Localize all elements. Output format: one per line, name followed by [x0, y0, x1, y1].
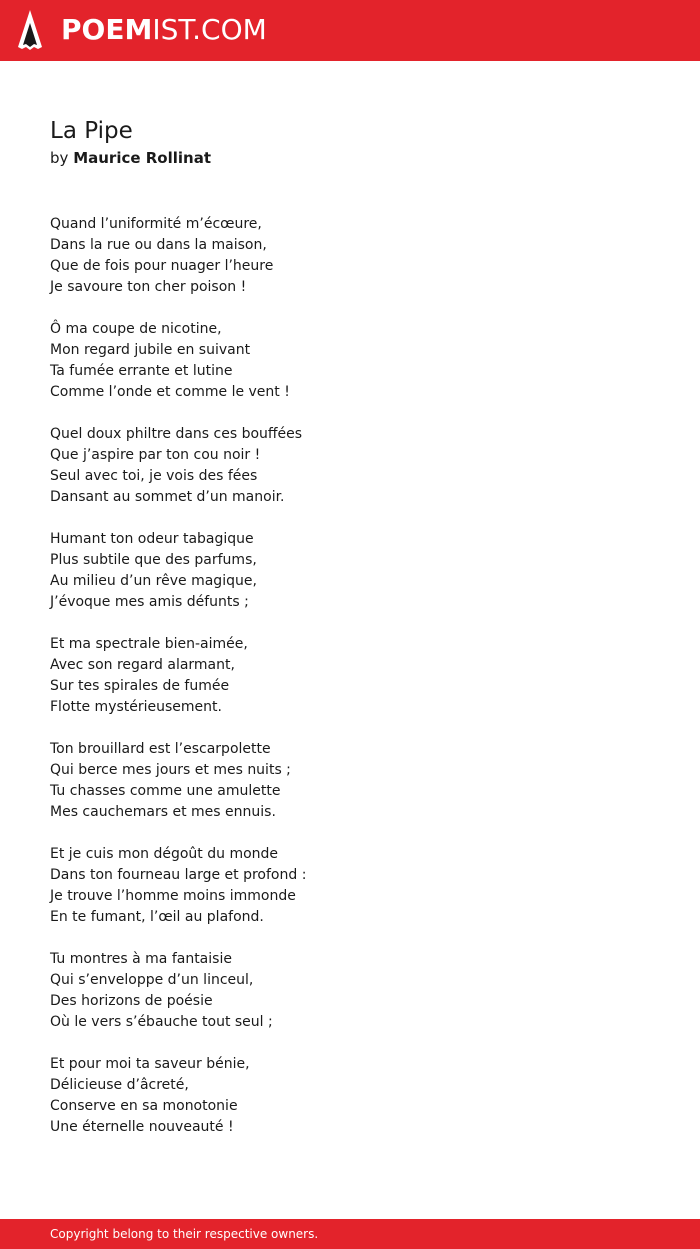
poem-line: Humant ton odeur tabagique	[50, 531, 254, 547]
copyright-notice: Copyright belong to their respective owners.	[50, 1227, 319, 1241]
poem-line: Mes cauchemars et mes ennuis.	[50, 804, 276, 820]
poem-line: Ta fumée errante et lutine	[50, 363, 233, 379]
poem-line: Que j’aspire par ton cou noir !	[50, 447, 261, 463]
poem-line: Qui berce mes jours et mes nuits ;	[50, 762, 291, 778]
poem-line: En te fumant, l’œil au plafond.	[50, 909, 264, 925]
poem-line: J’évoque mes amis défunts ;	[50, 594, 249, 610]
poem-line: Avec son regard alarmant,	[50, 657, 235, 673]
poem-line: Comme l’onde et comme le vent !	[50, 384, 290, 400]
poem-line: Mon regard jubile en suivant	[50, 342, 251, 358]
stanza	[50, 214, 650, 298]
poem-line: Quand l’uniformité m’écœure,	[50, 216, 262, 232]
poem-body	[50, 214, 650, 1138]
stanza	[50, 739, 650, 823]
poem-line: Ton brouillard est l’escarpolette	[50, 741, 271, 757]
poem-title: La Pipe	[50, 118, 133, 144]
stanza	[50, 844, 650, 928]
poem-line: Conserve en sa monotonie	[50, 1098, 238, 1114]
poem-line: Qui s’enveloppe d’un linceul,	[50, 972, 254, 988]
poem-line: Quel doux philtre dans ces bouffées	[50, 426, 303, 442]
poem-line: Une éternelle nouveauté !	[50, 1119, 234, 1135]
stanza	[50, 634, 650, 718]
poem-line: Des horizons de poésie	[50, 993, 213, 1009]
byline	[50, 147, 650, 169]
poem-line: Et ma spectrale bien-aimée,	[50, 636, 248, 652]
pen-nib-icon	[17, 9, 43, 51]
by-label: by	[50, 149, 69, 167]
stanza	[50, 529, 650, 613]
stanza	[50, 949, 650, 1033]
poem-line: Ô ma coupe de nicotine,	[50, 321, 222, 337]
poem-line: Dans la rue ou dans la maison,	[50, 237, 267, 253]
poem-line: Où le vers s’ébauche tout seul ;	[50, 1014, 273, 1030]
poem-line: Je trouve l’homme moins immonde	[50, 888, 296, 904]
poem-line: Plus subtile que des parfums,	[50, 552, 257, 568]
poem-line: Tu montres à ma fantaisie	[50, 951, 232, 967]
logo-bold-text: POEM	[61, 13, 153, 46]
poem-line: Délicieuse d’âcreté,	[50, 1077, 189, 1093]
poem-line: Dansant au sommet d’un manoir.	[50, 489, 285, 505]
author-name[interactable]: Maurice Rollinat	[73, 149, 211, 167]
poem-line: Et pour moi ta saveur bénie,	[50, 1056, 250, 1072]
poem-line: Sur tes spirales de fumée	[50, 678, 230, 694]
stanza	[50, 319, 650, 403]
poem-line: Et je cuis mon dégoût du monde	[50, 846, 279, 862]
logo-light-text: IST.COM	[152, 13, 267, 46]
poem-line: Je savoure ton cher poison !	[50, 279, 247, 295]
poem-line: Tu chasses comme une amulette	[50, 783, 281, 799]
poem-line: Flotte mystérieusement.	[50, 699, 222, 715]
site-header	[0, 0, 700, 61]
site-footer	[0, 1219, 700, 1249]
site-logo[interactable]	[17, 9, 267, 51]
poem-line: Que de fois pour nuager l’heure	[50, 258, 274, 274]
poem-content	[50, 115, 650, 1159]
stanza	[50, 424, 650, 508]
site-logo-text	[61, 9, 267, 51]
poem-line: Seul avec toi, je vois des fées	[50, 468, 258, 484]
stanza	[50, 1054, 650, 1138]
poem-line: Au milieu d’un rêve magique,	[50, 573, 257, 589]
poem-line: Dans ton fourneau large et profond :	[50, 867, 307, 883]
